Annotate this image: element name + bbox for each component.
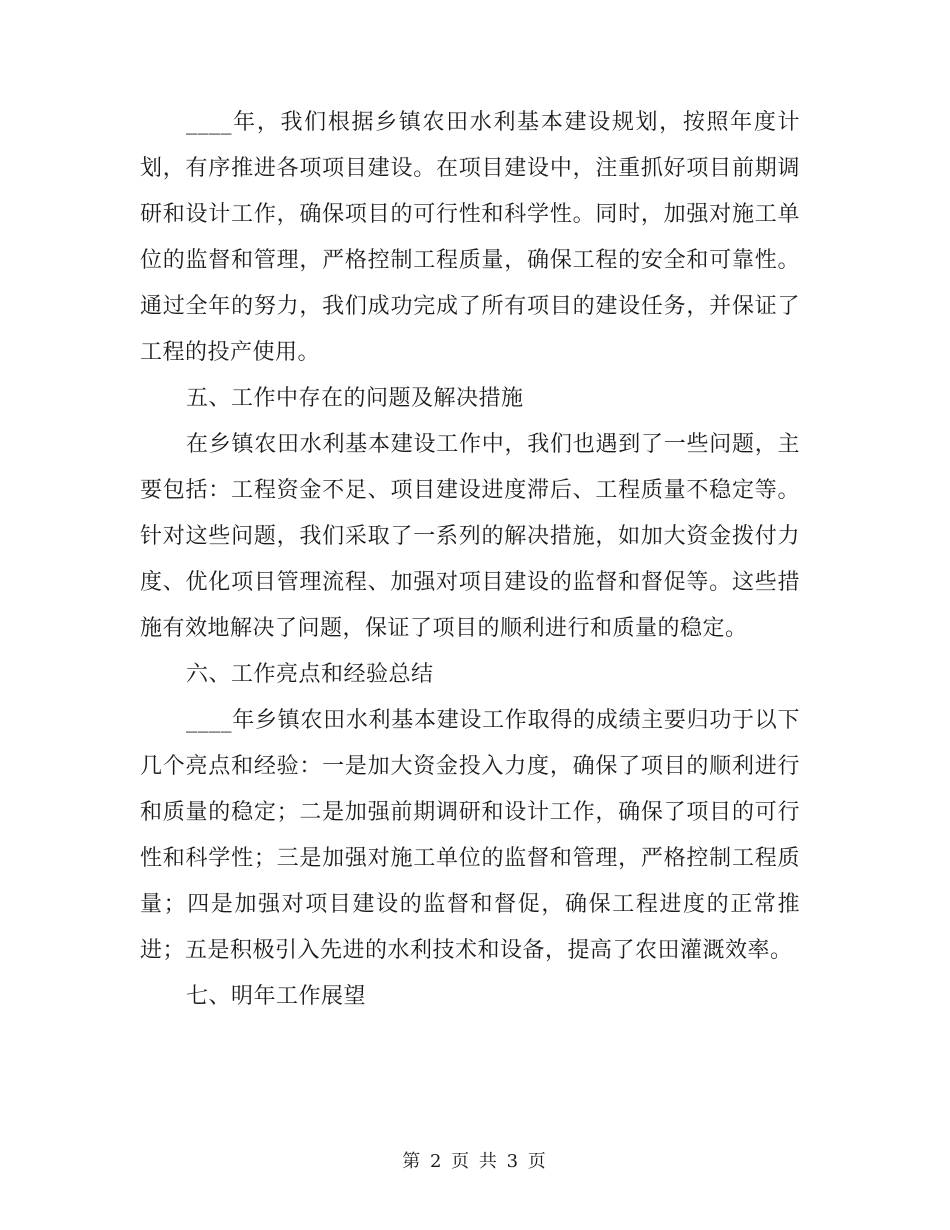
paragraph-highlights-experience: ____年乡镇农田水利基本建设工作取得的成绩主要归功于以下几个亮点和经验：一是加大资金投入力度，确保了项目的顺利进行和质量的稳定；二是加强前期调研和设计工作，确保了项目的可行性和科学性；三是加强对施工单位的监督和管理，严格控制工程质量；四是加强对项目建设的监督和督促，确保工程进度的正常推进；五是积极引入先进的水利技术和设备，提高了农田灌溉效率。 — [140, 708, 800, 963]
paragraph-project-construction: ____年，我们根据乡镇农田水利基本建设规划，按照年度计划，有序推进各项项目建设。在项目建设中，注重抓好项目前期调研和设计工作，确保项目的可行性和科学性。同时，加强对施工单位的监督和管理，严格控制工程质量，确保工程的安全和可靠性。通过全年的努力，我们成功完成了所有项目的建设任务，并保证了工程的投产使用。 — [140, 110, 800, 365]
page-number-footer: 第 2 页 共 3 页 — [402, 1151, 548, 1172]
section-heading-highlights: 六、工作亮点和经验总结 — [186, 662, 434, 687]
paragraph-problems-solutions: 在乡镇农田水利基本建设工作中，我们也遇到了一些问题，主要包括：工程资金不足、项目建设进度滞后、工程质量不稳定等。针对这些问题，我们采取了一系列的解决措施，如加大资金拨付力度、优化项目管理流程、加强对项目建设的监督和督促等。这些措施有效地解决了问题，保证了项目的顺利进行和质量的稳定。 — [140, 432, 800, 641]
document-body — [140, 100, 800, 1020]
section-heading-problems: 五、工作中存在的问题及解决措施 — [186, 386, 524, 411]
section-heading-outlook: 七、明年工作展望 — [186, 984, 367, 1009]
